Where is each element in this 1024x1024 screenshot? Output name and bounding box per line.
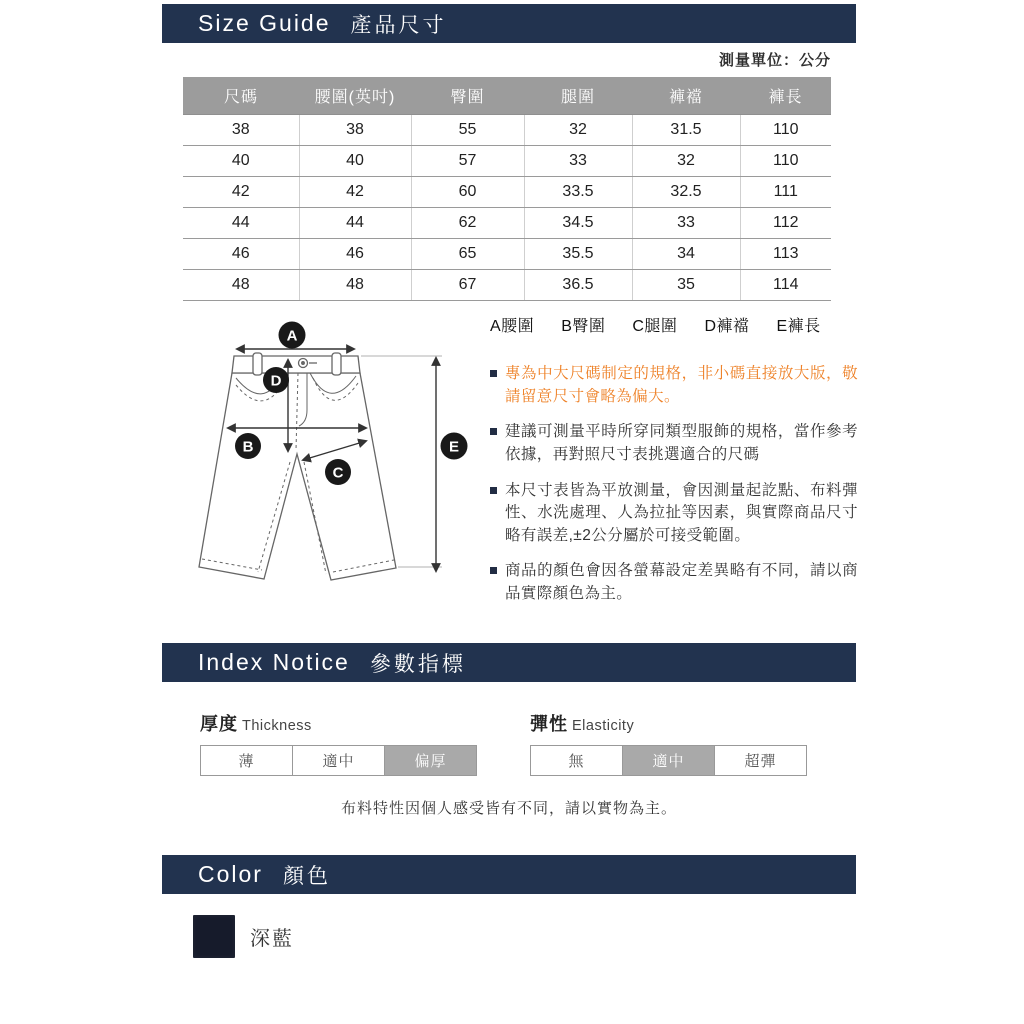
size-table-header-cell: 腿圍 — [524, 77, 632, 115]
legend-item: C腿圍 — [632, 318, 678, 335]
color-swatch-dark-blue — [193, 915, 235, 958]
notes-list — [490, 363, 858, 606]
note-item — [490, 480, 858, 548]
scale-option: 無 — [530, 745, 623, 776]
elasticity-title — [530, 710, 807, 736]
measure-label-d — [263, 367, 289, 393]
belt-loop-left — [253, 353, 262, 375]
size-table-cell: 40 — [183, 146, 299, 177]
size-table-cell: 33.5 — [524, 177, 632, 208]
svg-text:A: A — [286, 327, 298, 345]
thickness-group — [200, 710, 477, 776]
size-table-header-cell: 褲襠 — [632, 77, 740, 115]
size-table-cell: 46 — [299, 239, 411, 270]
size-table-cell: 111 — [740, 177, 831, 208]
size-table-cell: 40 — [299, 146, 411, 177]
size-guide-title-zh: 產品尺寸 — [350, 13, 447, 37]
size-table-cell: 32.5 — [632, 177, 740, 208]
belt-loop-right — [332, 353, 341, 375]
size-table-cell: 34 — [632, 239, 740, 270]
size-table-cell: 55 — [411, 115, 524, 146]
size-table-cell: 33 — [632, 208, 740, 239]
size-table-cell: 67 — [411, 270, 524, 301]
size-table-row — [183, 270, 831, 301]
note-item — [490, 421, 858, 466]
thickness-title — [200, 710, 477, 736]
size-table-row — [183, 208, 831, 239]
note-bullet-icon — [490, 567, 497, 574]
elasticity-label-zh: 彈性 — [530, 714, 568, 734]
size-table-header-cell: 臀圍 — [411, 77, 524, 115]
size-table-cell: 42 — [183, 177, 299, 208]
size-table-cell: 35.5 — [524, 239, 632, 270]
size-table-row — [183, 146, 831, 177]
note-text: 本尺寸表皆為平放測量，會因測量起訖點、布料彈性、水洗處理、人為拉扯等因素，與實際商品尺寸略有誤差,±2公分屬於可接受範圍。 — [505, 481, 858, 544]
measurement-unit-note: 測量單位：公分 — [718, 52, 831, 69]
measure-label-b — [235, 433, 261, 459]
note-text: 商品的顏色會因各螢幕設定差異略有不同，請以商品實際顏色為主。 — [505, 562, 858, 602]
note-text: 專為中大尺碼制定的規格，非小碼直接放大版，敬請留意尺寸會略為偏大。 — [505, 365, 858, 405]
size-table-row — [183, 115, 831, 146]
legend-item: B臀圍 — [561, 318, 606, 335]
svg-text:E: E — [448, 438, 460, 456]
note-item — [490, 560, 858, 605]
index-notice-title-zh: 參數指標 — [369, 652, 466, 676]
index-notice-header-bar — [162, 643, 856, 682]
pants-measurement-diagram — [170, 310, 480, 610]
svg-text:C: C — [332, 464, 344, 482]
size-table-cell: 36.5 — [524, 270, 632, 301]
color-header-bar — [162, 855, 856, 894]
measure-label-c — [325, 459, 351, 485]
size-table-cell: 110 — [740, 115, 831, 146]
size-table-header-row — [183, 77, 831, 115]
size-table-cell: 57 — [411, 146, 524, 177]
scale-option: 偏厚 — [384, 745, 477, 776]
size-table-cell: 48 — [183, 270, 299, 301]
thickness-scale — [200, 745, 477, 776]
elasticity-scale — [530, 745, 807, 776]
fabric-footnote: 布料特性因個人感受皆有不同，請以實物為主。 — [340, 800, 677, 817]
size-table-cell: 44 — [299, 208, 411, 239]
size-table-cell: 31.5 — [632, 115, 740, 146]
svg-text:B: B — [242, 438, 254, 456]
color-swatch-name: 深藍 — [250, 928, 294, 950]
size-table-row — [183, 239, 831, 270]
note-item — [490, 363, 858, 408]
size-table-cell: 114 — [740, 270, 831, 301]
thickness-label-en: Thickness — [242, 718, 312, 734]
legend-item: E褲長 — [776, 318, 821, 335]
color-swatch-row — [193, 915, 294, 958]
size-table-cell: 113 — [740, 239, 831, 270]
size-table-cell: 34.5 — [524, 208, 632, 239]
color-title-en: Color — [198, 861, 263, 887]
size-table-cell: 32 — [632, 146, 740, 177]
color-title-zh: 顏色 — [282, 864, 331, 888]
size-table-cell: 62 — [411, 208, 524, 239]
size-table-cell: 42 — [299, 177, 411, 208]
size-guide-title-en: Size Guide — [198, 10, 331, 36]
scale-option: 適中 — [622, 745, 715, 776]
size-table-row — [183, 177, 831, 208]
svg-text:D: D — [270, 372, 282, 390]
measurement-info-column — [490, 313, 858, 606]
scale-option: 超彈 — [714, 745, 807, 776]
legend-item: A腰圍 — [490, 318, 535, 335]
scale-option: 薄 — [200, 745, 293, 776]
elasticity-group — [530, 710, 807, 776]
size-table-cell: 38 — [299, 115, 411, 146]
legend-item: D褲襠 — [704, 318, 750, 335]
note-bullet-icon — [490, 370, 497, 377]
size-table-header-cell: 尺碼 — [183, 77, 299, 115]
scale-option: 適中 — [292, 745, 385, 776]
elasticity-label-en: Elasticity — [572, 718, 635, 734]
size-guide-header-bar — [162, 4, 856, 43]
size-table-cell: 44 — [183, 208, 299, 239]
size-table-cell: 35 — [632, 270, 740, 301]
note-bullet-icon — [490, 487, 497, 494]
measure-label-a — [279, 322, 306, 349]
measure-label-e — [441, 433, 468, 460]
size-table-cell: 48 — [299, 270, 411, 301]
size-table-cell: 33 — [524, 146, 632, 177]
size-table-cell: 110 — [740, 146, 831, 177]
size-table-cell: 32 — [524, 115, 632, 146]
size-table-cell: 46 — [183, 239, 299, 270]
note-text: 建議可測量平時所穿同類型服飾的規格，當作參考依據，再對照尺寸表挑選適合的尺碼 — [505, 423, 858, 463]
size-table-cell: 60 — [411, 177, 524, 208]
thickness-label-zh: 厚度 — [200, 714, 238, 734]
size-table-cell: 112 — [740, 208, 831, 239]
index-notice-title-en: Index Notice — [198, 649, 350, 675]
size-table — [183, 77, 831, 301]
note-bullet-icon — [490, 428, 497, 435]
size-table-header-cell: 腰圍(英吋) — [299, 77, 411, 115]
size-table-cell: 38 — [183, 115, 299, 146]
size-table-header-cell: 褲長 — [740, 77, 831, 115]
measure-legend — [490, 313, 858, 336]
size-table-cell: 65 — [411, 239, 524, 270]
